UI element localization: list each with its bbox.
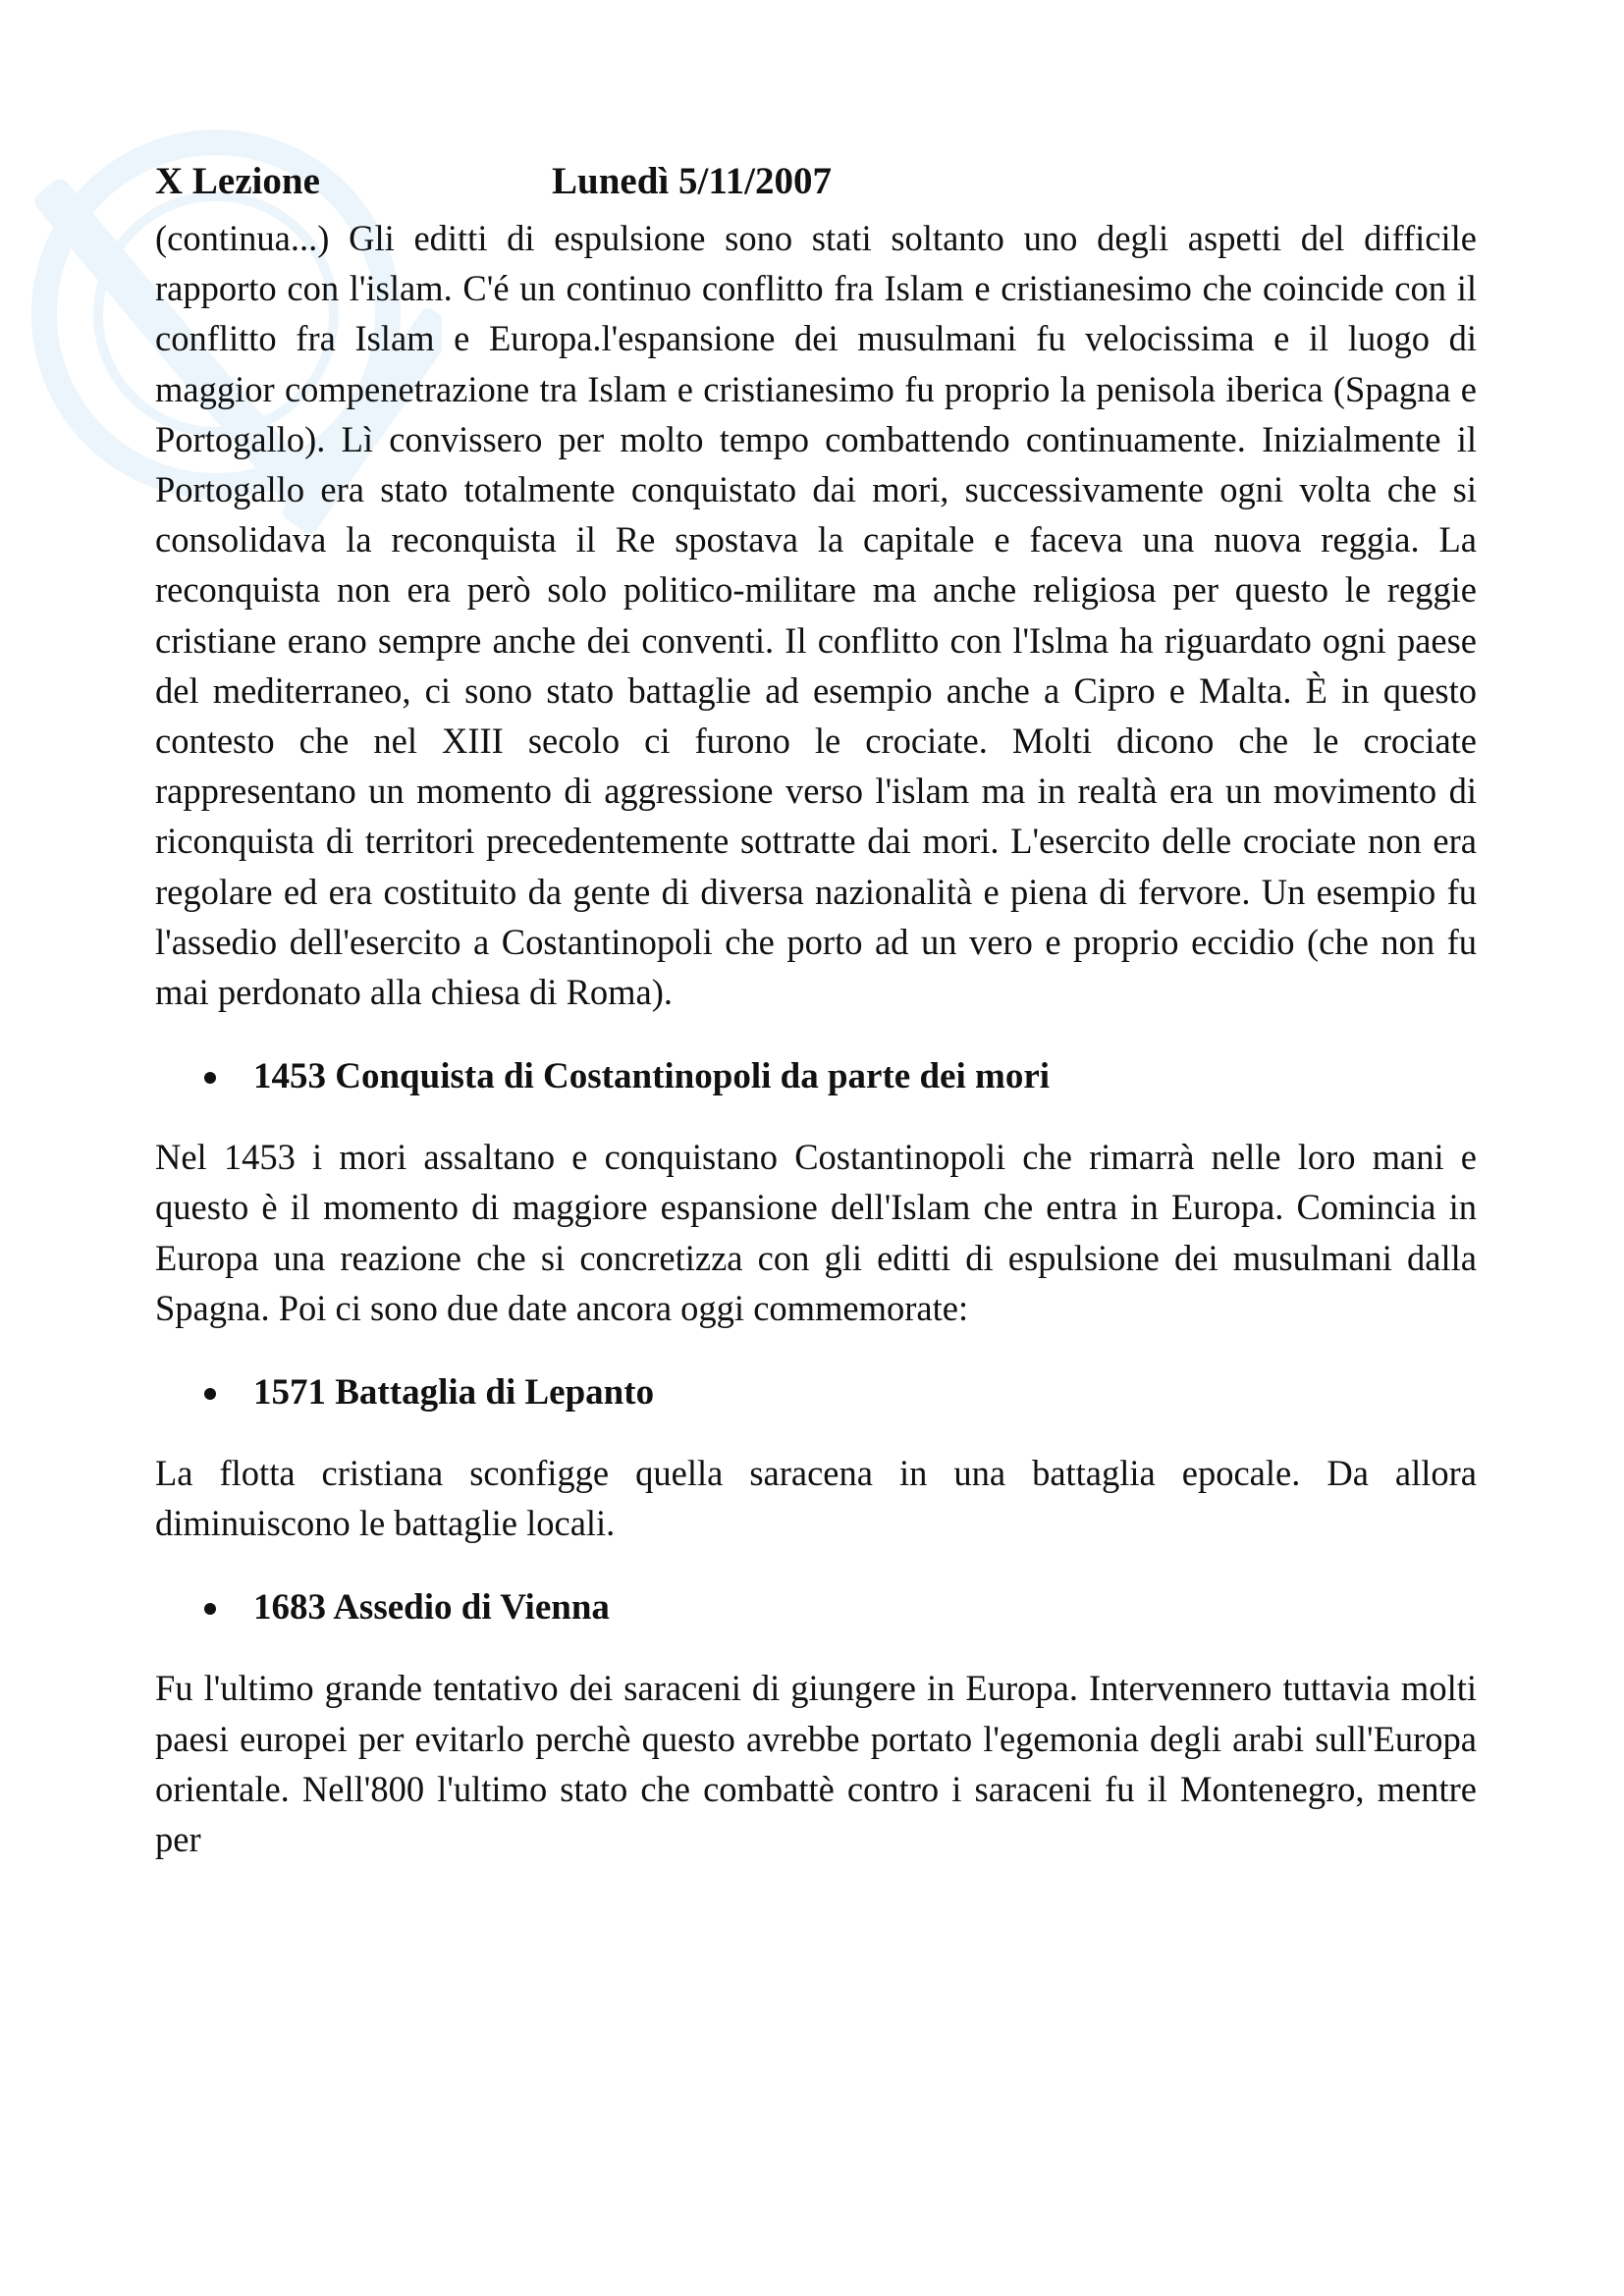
document-heading [155,152,1477,211]
document-page [155,152,1477,1864]
section-heading-1683 [155,1581,1477,1632]
section-heading-1571 [155,1366,1477,1417]
section-heading-1453 [155,1050,1477,1101]
bullet-icon [204,1072,216,1084]
section-paragraph-1453: Nel 1453 i mori assaltano e conquistano Costantinopoli che rimarrà nelle loro mani e questo è il momento di maggiore espansione dell'Islam che entra in Europa. Comincia in Europa una reazione che si concretizza con gli editti di espulsione dei musulmani dalla Spagna. Poi ci sono due date ancora oggi commemorate: [155,1137,1477,1328]
bullet-icon [204,1388,216,1400]
section-title: 1453 Conquista di Costantinopoli da parte dei mori [253,1055,1051,1096]
bullet-icon [204,1603,216,1615]
section-paragraph-1571: La flotta cristiana sconfigge quella saracena in una battaglia epocale. Da allora diminuiscono le battaglie locali. [155,1453,1477,1544]
intro-paragraph: (continua...) Gli editti di espulsione sono stati soltanto uno degli aspetti del difficile rapporto con l'islam. C'é un continuo conflitto fra Islam e cristianesimo che coincide con il conflitto fra Islam e Europa.l'espansione dei musulmani fu velocissima e il luogo di maggior compenetrazione tra Islam e cristianesimo fu proprio la penisola iberica (Spagna e Portogallo). Lì convissero per molto tempo combattendo continuamente. Inizialmente il Portogallo era stato totalmente conquistato dai mori, successivamente ogni volta che si consolidava la reconquista il Re spostava la capitale e faceva una nuova reggia. La reconquista non era però solo politico-militare ma anche religiosa per questo le reggie cristiane erano sempre anche dei conventi. Il conflitto con l'Islma ha riguardato ogni paese del mediterraneo, ci sono stato battaglie ad esempio anche a Cipro e Malta. È in questo contesto che nel XIII secolo ci furono le crociate. Molti dicono che le crociate rappresentano un momento di aggressione verso l'islam ma in realtà era un movimento di riconquista di territori precedentemente sottratte dai mori. L'esercito delle crociate non era regolare ed era costituito da gente di diversa nazionalità e piena di fervore. Un esempio fu l'assedio dell'esercito a Costantinopoli che porto ad un vero e proprio eccidio (che non fu mai perdonato alla chiesa di Roma). [155,218,1477,1013]
lesson-title: X Lezione [155,160,320,202]
section-title: 1683 Assedio di Vienna [253,1586,610,1628]
section-paragraph-1683: Fu l'ultimo grande tentativo dei saraceni di giungere in Europa. Intervennero tuttavia molti paesi europei per evitarlo perchè questo avrebbe portato l'egemonia degli arabi sull'Europa orientale. Nell'800 l'ultimo stato che combattè contro i saraceni fu il Montenegro, mentre per [155,1668,1477,1860]
lesson-date: Lunedì 5/11/2007 [552,160,832,202]
section-title: 1571 Battaglia di Lepanto [253,1371,655,1413]
